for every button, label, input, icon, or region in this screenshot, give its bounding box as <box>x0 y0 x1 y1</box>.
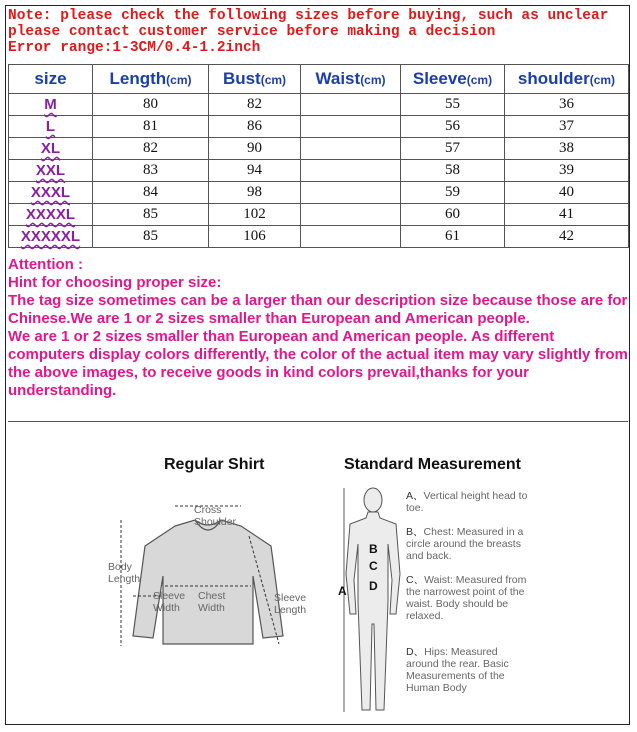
waist-cell <box>301 204 401 226</box>
waist-cell <box>301 116 401 138</box>
table-row <box>9 226 629 248</box>
body-length-label: Body Length <box>108 561 141 585</box>
waist-cell <box>301 182 401 204</box>
length-cell: 80 <box>93 94 209 116</box>
shoulder-cell: 37 <box>505 116 629 138</box>
sleeve-length-label: Sleeve Length <box>274 592 307 616</box>
size-chart-frame <box>5 5 630 725</box>
body-figure <box>338 484 408 716</box>
length-cell: 82 <box>93 138 209 160</box>
bust-cell: 82 <box>209 94 301 116</box>
size-cell: XL <box>9 138 93 160</box>
table-row <box>9 204 629 226</box>
length-cell: 85 <box>93 226 209 248</box>
waist-cell <box>301 94 401 116</box>
bust-cell: 90 <box>209 138 301 160</box>
shoulder-cell: 42 <box>505 226 629 248</box>
size-cell: M <box>9 94 93 116</box>
header-size: size <box>9 65 93 94</box>
letter-d: D <box>369 579 378 593</box>
shoulder-cell: 39 <box>505 160 629 182</box>
regular-shirt-title: Regular Shirt <box>164 456 265 473</box>
bust-cell: 98 <box>209 182 301 204</box>
header-shoulder: shoulder(cm) <box>505 65 629 94</box>
sleeve-cell: 56 <box>401 116 505 138</box>
table-row <box>9 160 629 182</box>
header-length: Length(cm) <box>93 65 209 94</box>
bust-cell: 94 <box>209 160 301 182</box>
length-cell: 83 <box>93 160 209 182</box>
measure-a: A、Vertical height head to toe. <box>406 490 528 514</box>
length-cell: 84 <box>93 182 209 204</box>
size-cell: XXXXXL <box>9 226 93 248</box>
shoulder-cell: 41 <box>505 204 629 226</box>
bust-cell: 102 <box>209 204 301 226</box>
sleeve-cell: 61 <box>401 226 505 248</box>
sleeve-cell: 55 <box>401 94 505 116</box>
measure-b: B、Chest: Measured in a circle around the breasts and back. <box>406 526 524 562</box>
waist-cell <box>301 226 401 248</box>
measurement-diagram <box>8 426 628 724</box>
table-row <box>9 182 629 204</box>
size-cell: XXXXL <box>9 204 93 226</box>
bust-cell: 86 <box>209 116 301 138</box>
chest-width-label: Chest Width <box>198 590 226 614</box>
attention-block <box>8 256 628 422</box>
table-row <box>9 94 629 116</box>
size-cell: L <box>9 116 93 138</box>
size-cell: XXL <box>9 160 93 182</box>
attention-colors: We are 1 or 2 sizes smaller than European and American people. As different computers display colors differently, the color of the actual item may vary slightly from the above images, to receive goods in kind colors prevail,thanks for your understanding. <box>8 328 628 399</box>
length-cell: 81 <box>93 116 209 138</box>
attention-hint: Hint for choosing proper size: <box>8 274 222 291</box>
attention-tag-size: The tag size sometimes can be a larger than our description size because those are for Chinese.We are 1 or 2 sizes smaller than European and American people. <box>8 292 628 327</box>
table-row <box>9 116 629 138</box>
table-header-row <box>9 65 629 94</box>
shoulder-cell: 40 <box>505 182 629 204</box>
table-row <box>9 138 629 160</box>
letter-c: C <box>369 559 378 573</box>
note-block <box>8 8 628 56</box>
letter-a: A <box>338 584 347 598</box>
bust-cell: 106 <box>209 226 301 248</box>
header-sleeve: Sleeve(cm) <box>401 65 505 94</box>
sleeve-cell: 59 <box>401 182 505 204</box>
note-line-1: Note: please check the following sizes before buying, such as unclear <box>8 8 609 24</box>
letter-b: B <box>369 542 378 556</box>
waist-cell <box>301 160 401 182</box>
sleeve-cell: 58 <box>401 160 505 182</box>
size-table <box>8 64 629 248</box>
sleeve-width-label: Sleeve Width <box>153 590 186 614</box>
length-cell: 85 <box>93 204 209 226</box>
size-cell: XXXL <box>9 182 93 204</box>
sleeve-cell: 60 <box>401 204 505 226</box>
shoulder-cell: 36 <box>505 94 629 116</box>
note-line-3: Error range:1-3CM/0.4-1.2inch <box>8 40 261 56</box>
waist-cell <box>301 138 401 160</box>
shoulder-cell: 38 <box>505 138 629 160</box>
sleeve-cell: 57 <box>401 138 505 160</box>
header-bust: Bust(cm) <box>209 65 301 94</box>
attention-title: Attention : <box>8 256 83 273</box>
measure-c: C、Waist: Measured from the narrowest point of the waist. Body should be relaxed. <box>406 574 527 622</box>
standard-measurement-title: Standard Measurement <box>344 456 521 473</box>
note-line-2: please contact customer service before making a decision <box>8 24 496 40</box>
header-waist: Waist(cm) <box>301 65 401 94</box>
cross-shoulder-label: Cross Shoulder <box>194 504 237 528</box>
measure-d: D、Hips: Measured around the rear. Basic Measurements of the Human Body <box>406 646 509 694</box>
